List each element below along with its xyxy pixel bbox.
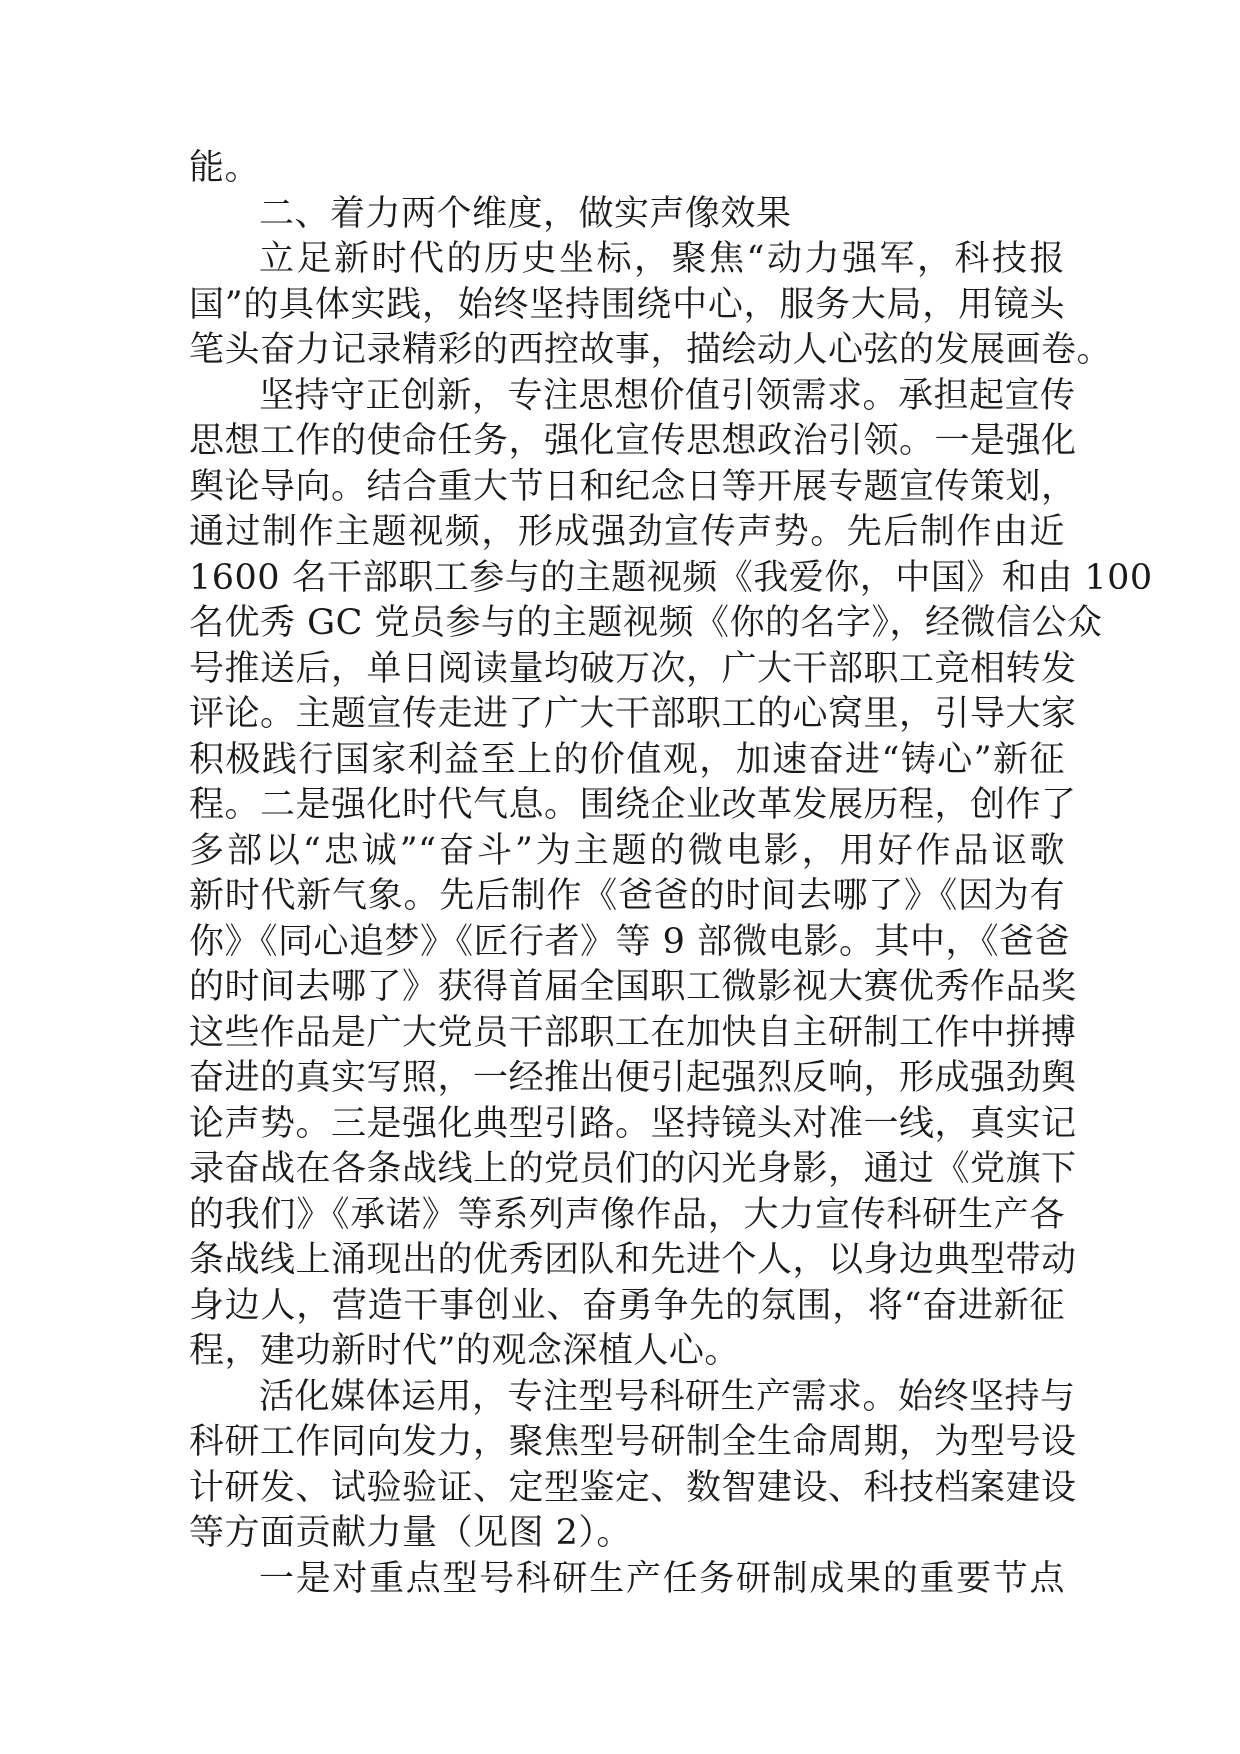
document-page bbox=[189, 146, 1153, 1602]
text-line: 笔头奋力记录精彩的西控故事，描绘动人心弦的发展画卷。 bbox=[189, 330, 1113, 370]
text-line: 这些作品是广大党员干部职工在加快自主研制工作中拼搏 bbox=[189, 1012, 1077, 1053]
text-line: 科研工作同向发力，聚焦型号研制全生命周期，为型号设 bbox=[189, 1422, 1077, 1462]
text-line: 奋进的真实写照，一经推出便引起强烈反响，形成强劲舆 bbox=[189, 1058, 1077, 1098]
text-line: 1600 名干部职工参与的主题视频《我爱你，中国》和由 100 bbox=[189, 557, 1153, 598]
text-line: 录奋战在各条战线上的党员们的闪光身影，通过《党旗下 bbox=[189, 1149, 1077, 1189]
text-line: 条战线上涌现出的优秀团队和先进个人，以身边典型带动 bbox=[189, 1240, 1077, 1280]
text-line: 的我们》《承诺》等系列声像作品，大力宣传科研生产各 bbox=[189, 1194, 1065, 1235]
text-line: 立足新时代的历史坐标，聚焦“动力强军，科技报 bbox=[259, 239, 1065, 279]
text-line: 身边人，营造干事创业、奋勇争先的氛围，将“奋进新征 bbox=[189, 1285, 1065, 1326]
text-line: 新时代新气象。先后制作《爸爸的时间去哪了》《因为有 bbox=[189, 876, 1065, 916]
text-line: 名优秀 GC 党员参与的主题视频《你的名字》，经微信公众 bbox=[189, 603, 1103, 643]
text-line: 一是对重点型号科研生产任务研制成果的重要节点 bbox=[259, 1558, 1065, 1599]
text-line: 思想工作的使命任务，强化宣传思想政治引领。一是强化 bbox=[189, 421, 1077, 461]
text-line: 积极践行国家利益至上的价值观，加速奋进“铸心”新征 bbox=[189, 739, 1065, 780]
text-line: 通过制作主题视频，形成强劲宣传声势。先后制作由近 bbox=[189, 512, 1065, 552]
text-line: 的时间去哪了》获得首届全国职工微影视大赛优秀作品奖 bbox=[189, 967, 1077, 1007]
text-line: 号推送后，单日阅读量均破万次，广大干部职工竞相转发 bbox=[189, 648, 1077, 689]
text-line: 程。二是强化时代气息。围绕企业改革发展历程，创作了 bbox=[189, 785, 1077, 825]
text-line: 评论。主题宣传走进了广大干部职工的心窝里，引导大家 bbox=[189, 694, 1077, 734]
text-line: 程，建功新时代”的观念深植人心。 bbox=[189, 1331, 740, 1371]
text-line: 坚持守正创新，专注思想价值引领需求。承担起宣传 bbox=[259, 375, 1076, 416]
text-line: 多部以“忠诚”“奋斗”为主题的微电影，用好作品讴歌 bbox=[189, 830, 1065, 871]
text-line: 你》《同心追梦》《匠行者》等 9 部微电影。其中，《爸爸 bbox=[189, 921, 1071, 962]
text-line: 活化媒体运用，专注型号科研生产需求。始终坚持与 bbox=[259, 1376, 1076, 1417]
text-line: 论声势。三是强化典型引路。坚持镜头对准一线，真实记 bbox=[189, 1103, 1077, 1144]
text-line: 计研发、试验验证、定型鉴定、数智建设、科技档案建设 bbox=[189, 1467, 1077, 1508]
section-heading: 二、着力两个维度，做实声像效果 bbox=[259, 193, 792, 234]
text-line: 舆论导向。结合重大节日和纪念日等开展专题宣传策划， bbox=[189, 466, 1077, 507]
text-line: 等方面贡献力量（见图 2）。 bbox=[189, 1513, 632, 1553]
text-line: 国”的具体实践，始终坚持围绕中心，服务大局，用镜头 bbox=[189, 284, 1065, 325]
text-line: 能。 bbox=[189, 148, 261, 188]
